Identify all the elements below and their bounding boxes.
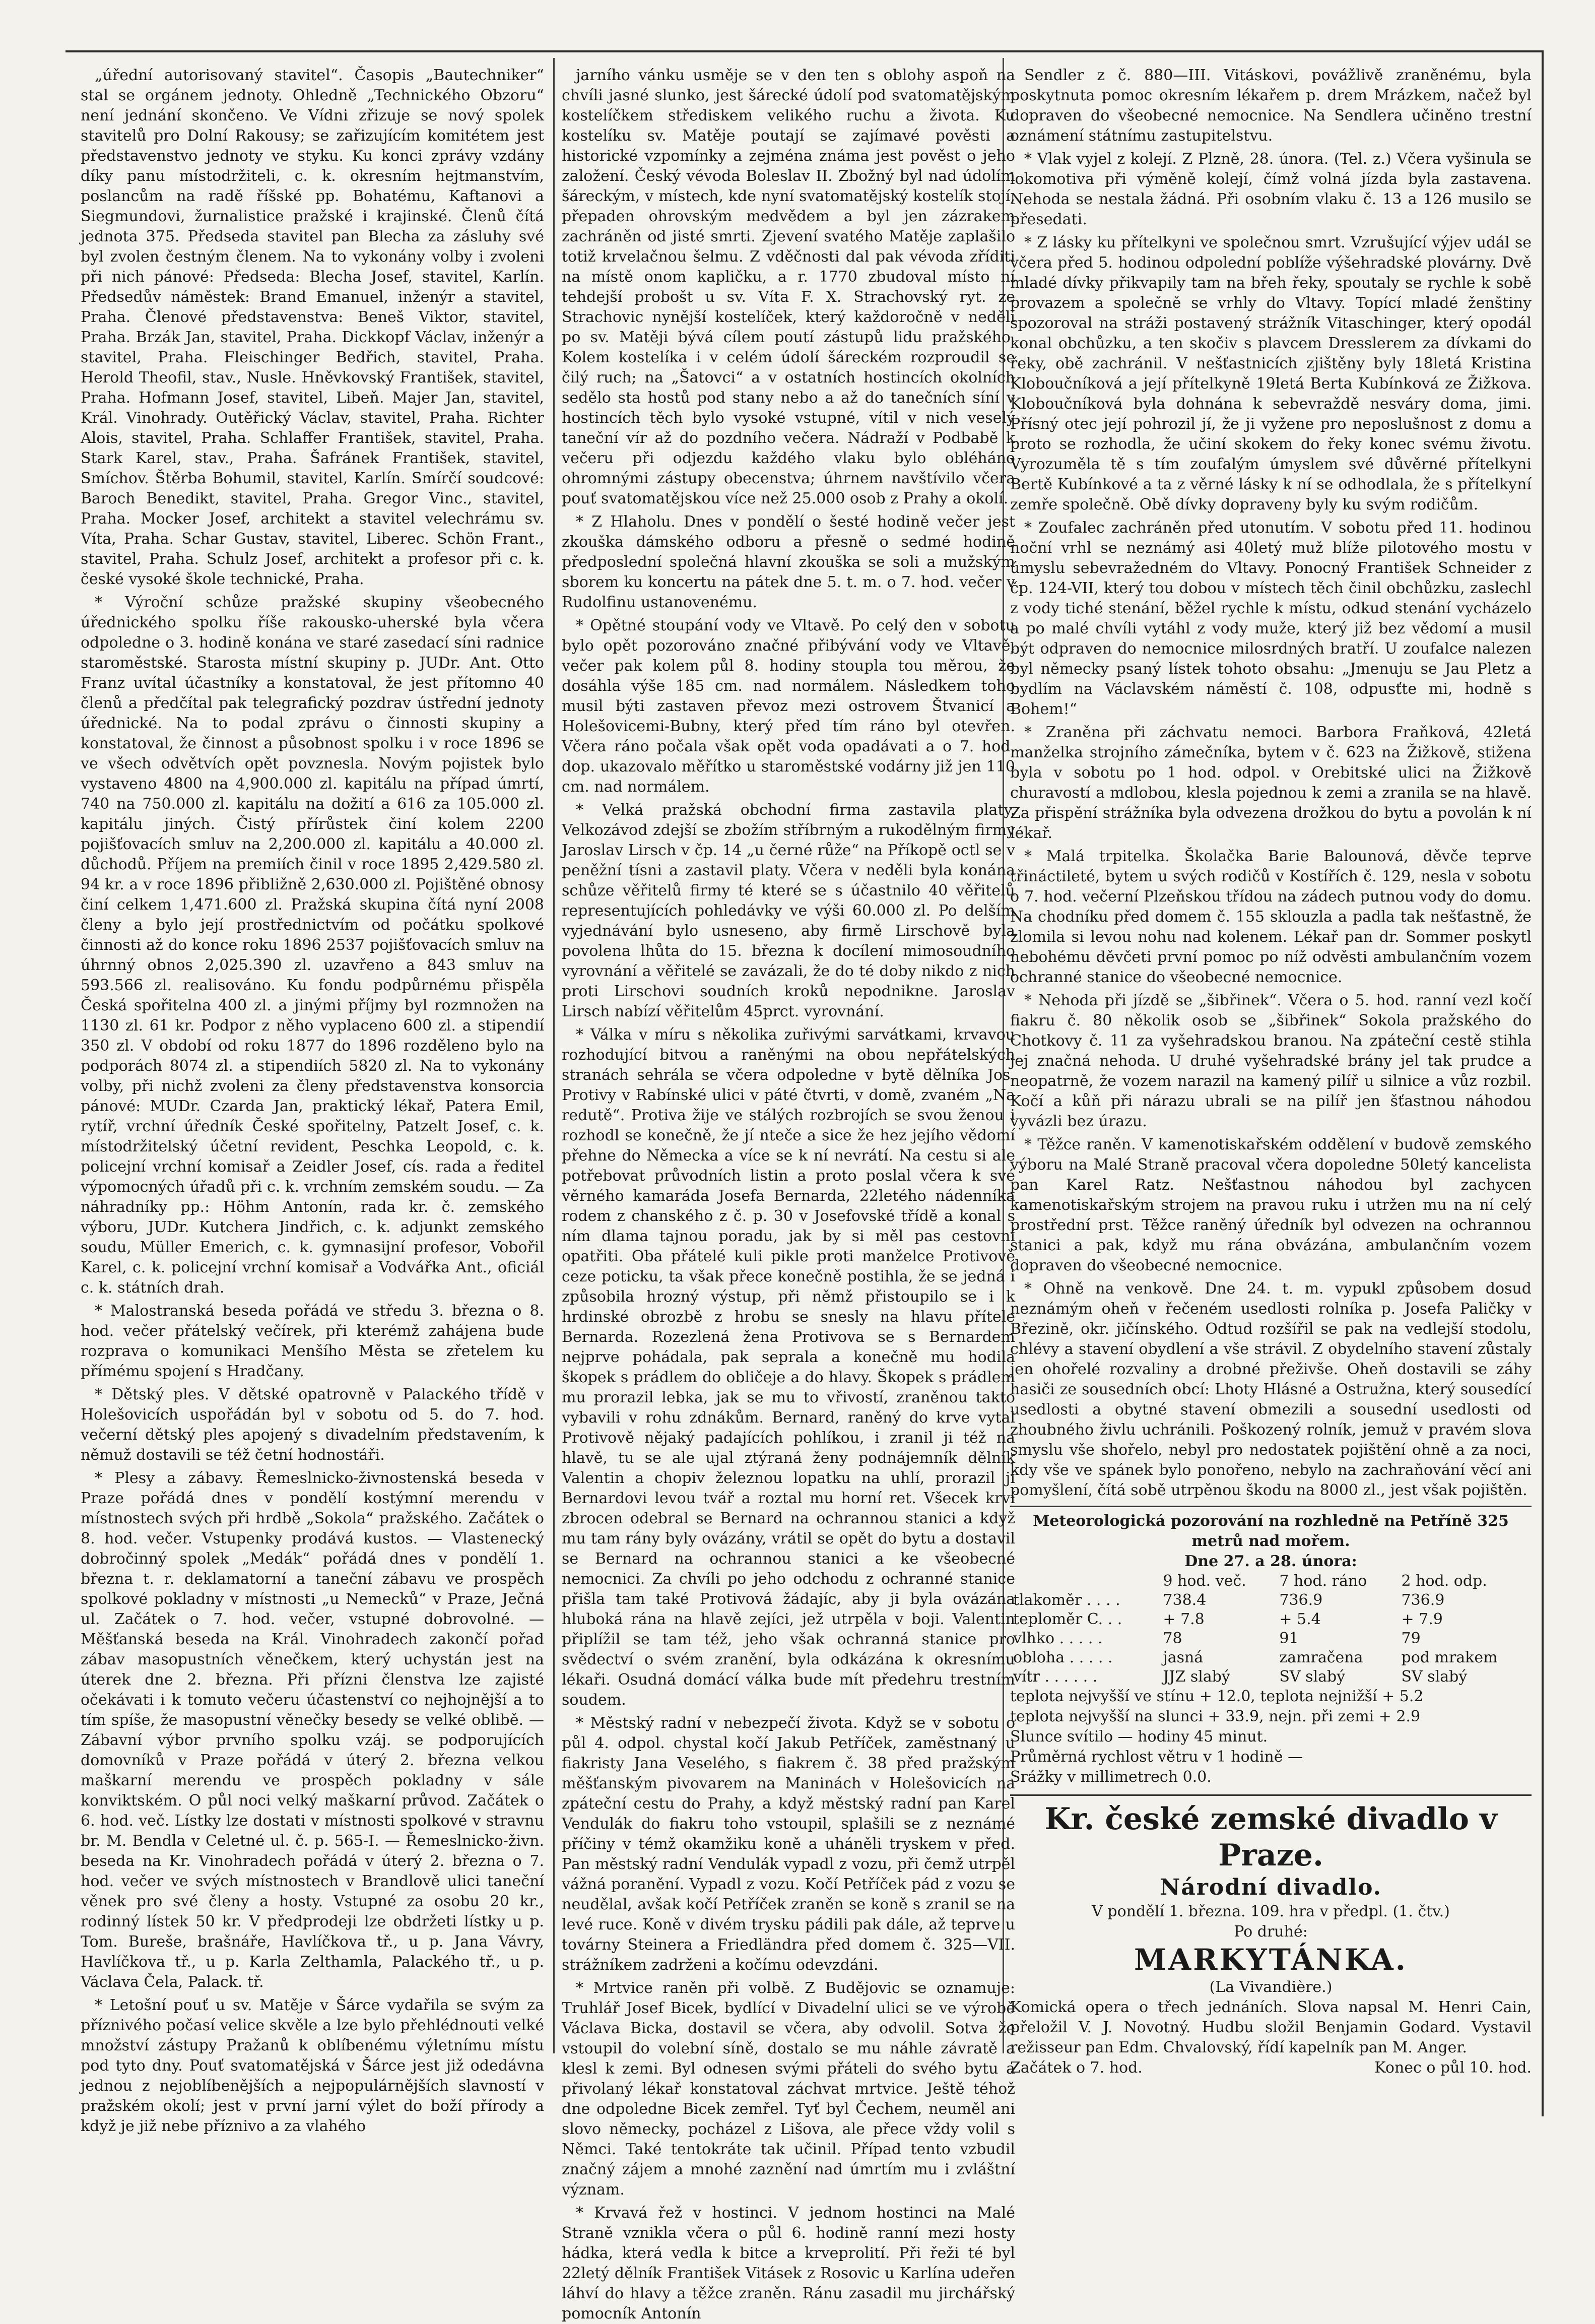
article: * Zoufalec zachráněn před utonutím. V sobotu před 11. hodinou noční vrhl se neznámý asi 40letý muž blíže pilotového mostu v úmyslu sebevražedném do Vltavy. Ponocný František Schneider z čp. 124-VII, který tou dobou v místech těch činil obchůzku, zaslechl z vody tiché stenání, běžel rychle k místu, odkud stenání vycházelo a po malé chvíli vytáhl z vody muže, který již bez vědomí a musil být odpraven do nemocnice milosrdných bratří. U zoufalce nalezen byl německy psaný lístek tohoto obsahu: „Jmenuju se Jau Pletz a bydlím na Václavském náměstí č. 108, odpusťte mi, hodně s Bohem!“ (1010, 519, 1532, 718)
table-cell: SV slabý (1401, 1668, 1468, 1686)
article: „úřední autorisovaný stavitel“. Časopis „Bautechniker“ stal se orgánem jednoty. Ohledně „Technického Obzoru“ není jednání skončeno. Ve Vídni zřizuje se nový spolek stavitelů pro Dolní Rakousy; se zařizujícím komitétem jest představenstvo jednoty ve styku. Ku konci zprávy vzdány díky panu místodržiteli, c. k. okresním hejtmanstvím, poslancům na radě říšské pp. Bohatému, Kaftanovi a Siegmundovi, žurnalistice pražské i krajinské. Členů čítá jednota 375. Předseda stavitel pan Blecha za zásluhy své byl zvolen čestným členem. Na to vykonány volby i zvoleni při nich pánové: Předseda: Blecha Josef, stavitel, Karlín. Předsedův náměstek: Brand Emanuel, inženýr a stavitel, Praha. Členové představenstva: Beneš Viktor, stavitel, Praha. Brzák Jan, stavitel, Praha. Dickkopf Václav, inženýr a stavitel, Praha. Fleischinger Bedřich, stavitel, Praha. Herold Theofil, stav., Nusle. Hněvkovský František, stavitel, Praha. Hofmann Josef, stavitel, Libeň. Majer Jan, stavitel, Král. Vinohrady. Outěřický Václav, stavitel, Praha. Richter Alois, stavitel, Praha. Schlaffer František, stavitel, Praha. Stark Karel, stav., Praha. Šafránek František, stavitel, Smíchov. Štěrba Bohumil, stavitel, Karlín. Smírčí soudcové: Baroch Benedikt, stavitel, Praha. Gregor Vinc., stavitel, Praha. Mocker Josef, architekt a stavitel velechrámu sv. Víta, Praha. Schar Gustav, stavitel, Liberec. Schön Frant., stavitel, Praha. Schulz Josef, architekt a profesor při c. k. české vysoké škole technické, Praha. (81, 67, 544, 588)
table-cell: 736.9 (1401, 1591, 1445, 1609)
page-top-rule (65, 50, 1542, 52)
article: * Z Hlaholu. Dnes v pondělí o šesté hodině večer jest zkouška dámského odboru a přesně o sedmé hodině předposlední společná hlavní zkouška se soli a mužským sborem ku koncertu na pátek dne 5. t. m. o 7. hod. večer v Rudolfinu ustanovenému. (562, 513, 1015, 611)
table-header-row (1010, 1572, 1532, 1591)
table-cell: 736.9 (1279, 1591, 1323, 1609)
weather-subtitle: Dne 27. a 28. února: (1184, 1553, 1357, 1570)
column-2 (562, 66, 1015, 2322)
column-3 (1010, 66, 1532, 2077)
theatre-date: V pondělí 1. března. 109. hra v předpl. (1. čtv.) (1092, 1903, 1450, 1920)
article: * Vlak vyjel z kolejí. Z Plzně, 28. února. (Tel. z.) Včera vyšinula se lokomotiva při výměně kolejí, čímž volná jízda byla zastavena. Nehoda se nestala žádná. Při osobním vlaku č. 13 a 126 musilo se přesedati. (1010, 150, 1532, 228)
play-original-title: (La Vivandière.) (1209, 1978, 1333, 1996)
table-cell: tlakoměr . . . . (1013, 1591, 1120, 1609)
table-cell: pod mrakem (1401, 1649, 1498, 1666)
article: * Mrtvice raněn při volbě. Z Budějovic se oznamuje: Truhlář Josef Bicek, bydlící v Divadelní ulici se ve výrobě Václava Bicka, dostavil se včera, aby odvolil. Sotva že vstoupil do volební síně, dostalo se mu náhle závratě a klesl k zemi. Byl odnesen svými přáteli do svého bytu a přivolaný lékař konstatoval záchvat mrtvice. Ještě téhož dne odpoledne Bicek zemřel. Tyť byl Čechem, neuměl ani slovo německy, pocházel z Lišova, ale přece vždy volil s Němci. Také tentokráte tak učinil. Případ tento vzbudil značný zájem a mnohé zaznění nad úmrtím mu i zvláštní význam. (562, 1979, 1015, 2199)
table-row (1010, 1591, 1532, 1610)
article: * Malostranská beseda pořádá ve středu 3. března o 8. hod. večer přátelský večírek, při kterémž zahájena bude rozprava o komunikaci Menšího Města se zřetelem ku přímému spojení s Hradčany. (81, 1302, 544, 1380)
article: * Malá trpitelka. Školačka Barie Balounová, děvče teprve třináctileté, bytem u svých rodičů v Kostířích č. 129, nesla v sobotu o 7. hod. večerní Plzeňskou třídou na zádech putnou vody do domu. Na chodníku před domem č. 155 sklouzla a padla tak nešťastně, že zlomila si levou nohu nad kolenem. Lékař pan dr. Sommer poskytl nebohému děvčeti první pomoc po níž odvěsti ambulančním vozem ochranné stanice do všeobecné nemocnice. (1010, 848, 1532, 986)
table-header: 2 hod. odp. (1401, 1572, 1487, 1590)
theatre-stage: Národní divadlo. (1160, 1875, 1382, 1900)
table-cell: vlhko . . . . . (1013, 1630, 1103, 1647)
article: * Letošní pouť u sv. Matěje v Šárce vydařila se svým za příznivého počasí velice skvěle a lze bylo přehlédnouti velké množství zástupy Pražanů k oblíbenému výletnímu místu pod tyto dny. Pouť svatomatějská v Šárce jest již odedávna jednou z nejoblíbenějších a nejpopulárnějších slavností v pražském okolí; jest v první jarní výlet do boží přírody a když je již nebe příznivo a za vlahého (81, 1996, 544, 2135)
article: Sendler z č. 880—III. Vitáskovi, povážlivě zraněnému, byla poskytnuta pomoc okresním lékařem p. drem Mrázkem, načež byl dopraven do všeobecné nemocnice. Na Sendlera učiněno trestní oznámení státnímu zastupitelstvu. (1010, 67, 1532, 145)
table-header: 9 hod. več. (1163, 1572, 1246, 1590)
article: * Městský radní v nebezpečí života. Když se v sobotu o půl 4. odpol. chystal kočí Jakub Petříček, zaměstnaný u fiakristy Jana Veselého, s fiakrem č. 38 před pražským měšťanským pivovarem na Maninách v Holešovicích na zpáteční cestu do Prahy, a když městský radní pan Karel Vendulák do fiakru toho vstoupil, splašili se z neznámé příčiny v témž okamžiku koně a uháněli tryskem v před. Pan městský radní Vendulák vypadl z vozu, při čemž utrpěl vážná poranění. Vypadl z vozu. Kočí Petříček pád z vozu se neudělal, avšak kočí Petříček zraněn se koně s zranil se na levé ruce. Koně v divém trysku pádili pak dále, až teprve u továrny Steinera a Friedländra před domem č. 325—VII. strážníkem zadrženi a kočímu odevzdáni. (562, 1714, 1015, 1974)
table-cell: + 5.4 (1279, 1610, 1321, 1628)
weather-report (1010, 1506, 1532, 1787)
play-description: Komická opera o třech jednáních. Slova napsal M. Henri Cain, přeložil V. J. Novotný. Hudbu složil Benjamin Godard. Vystavil režisseur pan Edm. Chvalovský, řídí kapelník pan M. Anger. (1010, 1998, 1532, 2056)
table-cell: zamračena (1279, 1649, 1363, 1666)
theatre-performance-note: Po druhé: (1234, 1923, 1308, 1941)
article: * Výroční schůze pražské skupiny všeobecného úřednického spolku říše rakousko-uherské byla včera odpoledne o 3. hodině konána ve staré zasedací síni radnice staroměstské. Starosta místní skupiny p. JUDr. Ant. Otto Franz uvítal účastníky a konstatoval, že jest přítomno 40 členů a předčítal pak telegrafický pozdrav ústřední jednoty úřednické. Na to podal zprávu o činnosti skupiny a konstatoval, že činnost a působnost spolku i v roce 1896 se ve všech odvětvích opět povznesla. Novým pojistek bylo vystaveno 4800 na 4,900.000 zl. kapitálu na případ úmrtí, 740 na 750.000 zl. kapitálu na dožití a 616 za 105.000 zl. kapitálu jiných. Čistý přírůstek činí kolem 2200 pojišťovacích smluv na 2,200.000 zl. kapitálu a 40.000 zl. důchodů. Příjem na premiích činil v roce 1895 2,429.580 zl. 94 kr. a v roce 1896 přibližně 2,630.000 zl. Pojištěné obnosy činí celkem 1,471.600 zl. Pražská skupina čítá nyní 2008 členy a bylo její prostřednictvím od počátku spolkové činnosti až do konce roku 1896 2537 pojišťovacích smluv na úhrnný obnos 2,025.390 zl. uzavřeno a 843 smluv na 593.566 zl. realisováno. Ku fondu podpůrnému přispěla Česká spořitelna 400 zl. a jinými příjmy byl rozmnožen na 1130 zl. 61 kr. Podpor z něho vyplaceno 600 zl. a stipendií 350 zl. V období od roku 1877 do 1896 rozděleno bylo na podporách 8074 zl. a stipendiích 5820 zl. Na to vykonány volby, při nichž zvoleni za členy představenstva konsorcia pánové: MUDr. Czarda Jan, praktický lékař, Patera Emil, rytíř, vrchní úředník České spořitelny, Patzelt Josef, c. k. místodržitelský účetní revident, Peschka Leopold, c. k. policejní vrchní komisař a Zeidler Josef, cís. rada a ředitel výpomocných úřadů při c. k. vrchním zemském soudu. — Za náhradníky pp.: Höhm Antonín, rada kr. č. zemského výboru, JUDr. Kutchera Jindřich, c. k. adjunkt zemského soudu, Müller Emerich, c. k. gymnasijní profesor, Vobořil Karel, c. k. policejní vrchní komisař a Vodvářka Ant., oficiál c. k. státních drah. (81, 594, 544, 1297)
theatre-title: Kr. české zemské divadlo v Praze. (1044, 1801, 1497, 1873)
weather-title: Meteorologická pozorování na rozhledně na Petříně 325 metrů nad mořem. (1033, 1512, 1509, 1550)
article: * Krvavá řež v hostinci. V jednom hostinci na Malé Straně vznikla včera o půl 6. hodině ranní mezi hosty hádka, která vedla k bitce a krveprolití. Při řeži té byl 22letý dělník František Vitásek z Rosovic u Karlína udeřen láhví do hlavy a těžce zraněn. Ránu zasadil mu jirchářský pomocník Antonín (562, 2204, 1015, 2322)
table-row (1010, 1610, 1532, 1629)
theatre-listing (1010, 1794, 1532, 2078)
article: * Opětné stoupání vody ve Vltavě. Po celý den v sobotu bylo opět pozorováno značné přibývání vody ve Vltavě, večer pak kolem půl 8. hodiny stoupla tou měrou, že dosáhla výše 185 cm. nad normálem. Následkem toho musil býti zastaven převoz mezi ostrovem Štvanicí a Holešovicemi-Bubny, který před tím ráno byl otevřen. Včera ráno počala však opět voda opadávati a o 7. hod. dop. ukazovalo měřítko u staroměstské vodárny již jen 110 cm. nad normálem. (562, 617, 1015, 796)
table-cell: 79 (1401, 1630, 1421, 1647)
article: * Těžce raněn. V kamenotiskařském oddělení v budově zemského výboru na Malé Straně pracoval včera dopoledne 50letý kancelista pan Karel Ratz. Nešťastnou náhodou byl zachycen kamenotiskařským strojem na pravou ruku i utržen mu na ní celý prostřední prst. Těžce raněný úředník byl odvezen na ochrannou stanici a pak, když mu rána obvázána, ambulančním vozem dopraven do všeobecné nemocnice. (1010, 1136, 1532, 1274)
table-cell: + 7.9 (1401, 1610, 1443, 1628)
weather-note: Slunce svítilo — hodiny 45 minut. (1010, 1728, 1268, 1746)
weather-note: Srážky v millimetrech 0.0. (1010, 1768, 1212, 1786)
table-cell: vítr . . . . . . (1013, 1668, 1098, 1686)
play-title: MARKYTÁNKA. (1134, 1943, 1408, 1977)
table-row (1010, 1629, 1532, 1648)
column-rule (553, 58, 555, 2053)
weather-note: Průměrná rychlost větru v 1 hodině — (1010, 1748, 1303, 1766)
table-header (1010, 1572, 1160, 1591)
article: * Zraněna při záchvatu nemoci. Barbora Fraňková, 42letá manželka strojního zámečníka, bytem v č. 623 na Žižkově, stižena byla v sobotu po 1 hod. odpol. v Orebitské ulici na Žižkově churavostí a mdlobou, klesla pojednou k zemi a zranila se na hlavě. Za přispění strážníka byla odvezena drožkou do bytu a povolán k ní lékař. (1010, 724, 1532, 842)
table-row (1010, 1667, 1532, 1687)
article: * Z lásky ku přítelkyni ve společnou smrt. Vzrušující výjev udál se včera před 5. hodinou odpolední poblíže výšehradské plovárny. Dvě mladé dívky přikvapily tam na břeh řeky, spoutaly se rychle k sobě provazem a společně se vrhly do Vltavy. Topící mladé ženštiny spozoroval na stráži postavený strážník Vitaschinger, který opodál konal obchůzku, a ten skočiv s plavcem Dresslerem za dívkami do řeky, obě zachránil. V nešťastnicích zjištěny byly 18letá Kristina Kloboučníková a její přítelkyně 19letá Berta Kubínková ze Žižkova. Kloboučníková byla dohnána k sebevraždě nesváry doma, jimi. Přísný otec její pohrozil jí, že ji vyžene pro neposlušnost z domu a proto se rozhodla, že učiní skokem do řeky konec svému životu. Vyrozuměla tě s tím zoufalým úmyslem své důvěrné přítelkyni Bertě Kubínkové a ta z věrné lásky k ní se odhodlala, že s přítelkyní zemře společně. Obě dívky dopraveny byly ku svým rodičům. (1010, 234, 1532, 513)
table-cell: teploměr C. . . (1013, 1610, 1122, 1628)
table-cell: JJZ slabý (1163, 1668, 1230, 1686)
article: * Válka v míru s několika zuřivými sarvátkami, krvavou rozhodující bitvou a raněnými na obou nepřátelských stranách sehrála se včera odpoledne v bytě dělníka Jos. Protivy v Rabínské ulici v páté čtvrti, v domě, zvaném „Na redutě“. Protiva žije ve stálých rozbrojích se svou ženou i rozhodl se konečně, že jí nteče a sice že hez jejího vědomí přehne do Německa a více se k ní nevrátí. Na cestu si ale potřebovat průvodních listin a proto poslal včera k své věrného kamaráda Josefa Bernarda, 22letého nádenníka rodem z chanského z č. p. 30 v Josefovské třídě a konal s ním dlama tajnou poradu, jak by si měl pas cestovní opatřiti. Oba přátelé kuli pikle proti manželce Protivově ceze poticku, ta však přece konečně postihla, že se jedná i způsobila hrozný výstup, při němž přistoupilo se i k hrdinské obrozbě z hrobu se snesly na hlavu přítele Bernarda. Rozezlená žena Protivova se s Bernardem nejprve pohádala, pak seprala a konečně mu hodila škopek s prádlem do obličeje a do hlavy. Škopek s prádlem mu prorazil lebka, jak se mu to vřivostí, zraněnou takto vybavili v rohu zdnákům. Bernard, raněný do krve vytal Protivově nějaký padajících pohlíkou, i zranil ji též na hlavě, tu se ale ujal ztýraná ženy podnájemník dělník Valentin a chopiv železnou lopatku na uhlí, prorazil jí Bernardovi levou tvář a roztal mu horní ret. Všecek krví zbrocen odebral se Bernard na ochrannou stanici a když mu tam rány byly ovázány, vrátil se opět do bytu a dostavil se Bernard na ochrannou stanici a ke všeobecné nemocnici. Za chvíli po jeho odchodu z ochranné stanice přišla tam také Protivová žádajíc, aby ji byla ovázána hluboká rána na hlavě zejíci, jež utrpěla v boji. Valentin připlížil se tam též, jeho však ochranná stanice pro svědectví o svém zranění, byla odkázána k okresnímu lékaři. Osudná domácí válka bude mít předehru trestním soudem. (562, 1026, 1015, 1709)
weather-note: teplota nejvyšší ve stínu + 12.0, teplota nejnižší + 5.2 (1010, 1688, 1424, 1705)
table-cell: SV slabý (1279, 1668, 1346, 1686)
table-cell: obloha . . . . . (1013, 1649, 1113, 1666)
article: * Plesy a zábavy. Řemeslnicko-živnostenská beseda v Praze pořádá dnes v pondělí kostýmní merendu v místnostech svých při hrdbě „Sokola“ pražského. Začátek o 8. hod. večer. Vstupenky prodává kustos. — Vlastenecký dobročinný spolek „Medák“ pořádá dnes v pondělí 1. března t. r. deklamatorní a taneční zábavu ve prospěch spolkové pokladny v místnosti „u Nemecků“ v Praze, Ječná ul. Začátek o 7. hod. večer, vstupné dobrovolné. — Měšťanská beseda na Král. Vinohradech zakončí pořad zábav masopustních věnečkem, který uchystán jest na úterek dne 2. března. Při přízni členstva lze zajisté očekávati i k tomuto večeru účastenství co nejhojnější a to tím spíše, že masopustní věnečky besedy se velké oblibě. — Zábavní výbor prvního spolku vzáj. se podporujících domovníků v Praze pořádá v úterý 2. března velkou maškarní merendu ve prospěch pokladny v sále konviktském. O půl noci velký maškarní průvod. Začátek o 6. hod. več. Lístky lze dostati v místnosti spolkové v stravnu br. M. Bendla v Celetné ul. č. p. 565-I. — Řemeslnicko-živn. beseda na Kr. Vinohradech pořádá v úterý 2. března o 7. hod. večer ve svých místnostech v Brandlově ulici taneční věnek pro své členy a hosty. Vstupné za osobu 20 kr., rodinný lístek 50 kr. V předprodeji lze obdržeti lístky u p. Tom. Bureše, brašnáře, Havlíčkova tř., u p. Jana Vávry, Havlíčkova tř., u p. Karla Zelthamla, Palackého tř., u p. Václava Čela, Palack. tř. (81, 1469, 544, 1991)
table-cell: jasná (1163, 1649, 1204, 1666)
article: * Dětský ples. V dětské opatrovně v Palackého třídě v Holešovicích uspořádán byl v sobotu od 5. do 7. hod. večerní dětský ples apojený s divadelním představením, k němuž dostavili se též četní hodnostáři. (81, 1386, 544, 1464)
table-cell: 78 (1163, 1630, 1182, 1647)
table-cell: 738.4 (1163, 1591, 1207, 1609)
end-time: Konec o půl 10. hod. (1374, 2059, 1532, 2077)
table-header: 7 hod. ráno (1279, 1572, 1367, 1590)
weather-note: teplota nejvyšší na slunci + 33.9, nejn. při zemi + 2.9 (1010, 1708, 1421, 1725)
table-row (1010, 1648, 1532, 1667)
table-cell: 91 (1279, 1630, 1299, 1647)
theatre-times (1010, 2058, 1532, 2078)
table-cell: + 7.8 (1163, 1610, 1205, 1628)
start-time: Začátek o 7. hod. (1010, 2059, 1143, 2077)
page-right-rule (1542, 50, 1544, 2116)
column-1 (81, 66, 544, 2135)
article: * Velká pražská obchodní firma zastavila platy. Velkozávod zdejší se zbožím stříbrným a rukodělným firmy Jaroslav Lirsch v čp. 14 „u černé růže“ na Příkopě octl se v peněžní tísni a zastavil platy. Včera v neděli byla konána schůze věřitelů firmy té které se s účastnilo 40 věřitelů representujících pohledávky ve výši 60.000 zl. Po delším vyjednávání bylo usneseno, aby firmě Lirschově byla povolena lhůta do 15. března k docílení mimosoudního vyrovnání a věřitelé se zavázali, že do té doby nikdo z nich proti Lirschovi soudních kroků nepodnikne. Jaroslav Lirsch nabízí věřitelům 45prct. vyrovnání. (562, 801, 1015, 1020)
article: * Ohně na venkově. Dne 24. t. m. vypukl způsobem dosud neznámým oheň v řečeném usedlosti rolníka p. Josefa Paličky v Březině, okr. jičínského. Odtud rozšířil se pak na vedlejší stodolu, chlévy a stavení obydlení a vše strávil. Z obydelního stavení zůstaly jen ohořelé rozvaliny a drobné přeživše. Oheň dostavili se záhy hasiči ze sousedních obcí: Lhoty Hlásné a Ostružna, který sousedící usedlosti a obytné stavení obmezili a sousední usedlosti od zhoubného živlu uchránili. Poškozený rolník, jemuž v pravém slova smyslu vše shořelo, nebyl pro nedostatek pojištění ohně a za noci, kdy vše ve spánek bylo ponořeno, nebylo na zachraňování věcí ani pomyšlení, čítá sobě utrpěnou škodu na 8000 zl., jest však pojištěn. (1010, 1280, 1532, 1499)
article: jarního vánku usměje se v den ten s oblohy aspoň na chvíli jasné slunko, jest šárecké údolí pod svatomatějským kostelíčkem střediskem velikého ruchu a života. Ku kostelíku sv. Matěje poutají se zajímavé pověsti a historické vzpomínky a zejména známa jest pověst o jeho založení. Český vévoda Boleslav II. Zbožný byl nad údolím šáreckým, v místech, kde nyní svatomatějský kostelík stojí, přepaden ohrovským medvědem a byl jen zázrakem zachráněn od jisté smrti. Zjevení svatého Matěje zaplašilo totiž krvelačnou šelmu. Z vděčnosti dal pak vévoda zříditi na místě onom kapličku, a r. 1770 zbudoval místo ní tehdejší probošt u sv. Víta F. X. Strachovský ryt. ze Strachovic nynější kostelíček, který každoročně v neděli po sv. Matěji bývá cílem poutí zástupů lidu pražského. Kolem kostelíka i v celém údolí šáreckém rozproudil se čilý ruch; na „Šatovci“ a v ostatních hostincích okolních sedělo sta hostů pod stany nebo a až do tanečních síní v hostincích těch bylo vysoké vstupné, vítil v nich veselý taneční vír až do pozdního večera. Nádraží v Podbabě k večeru při odjezdu každého vlaku bylo obléháno ohromnými zástupy obecenstva; úhrnem navštívilo včera pouť svatomatějskou více než 25.000 osob z Prahy a okolí. (562, 67, 1015, 507)
article: * Nehoda při jízdě se „šibřinek“. Včera o 5. hod. ranní vezl kočí fiakru č. 80 několik osob se „šibřinek“ Sokola pražského do Chotkovy č. 11 za vyšehradskou branou. Na zpáteční cestě stihla jej značná nehoda. U druhé vyšehradské brány jel tak prudce a neopatrně, že vozem narazil na kamený pilíř u silnice a vůz rozbil. Kočí a kůň při nárazu ubrali se na pilíř jen šťastnou náhodou vyvázli bez úrazu. (1010, 992, 1532, 1130)
weather-table (1010, 1572, 1532, 1687)
